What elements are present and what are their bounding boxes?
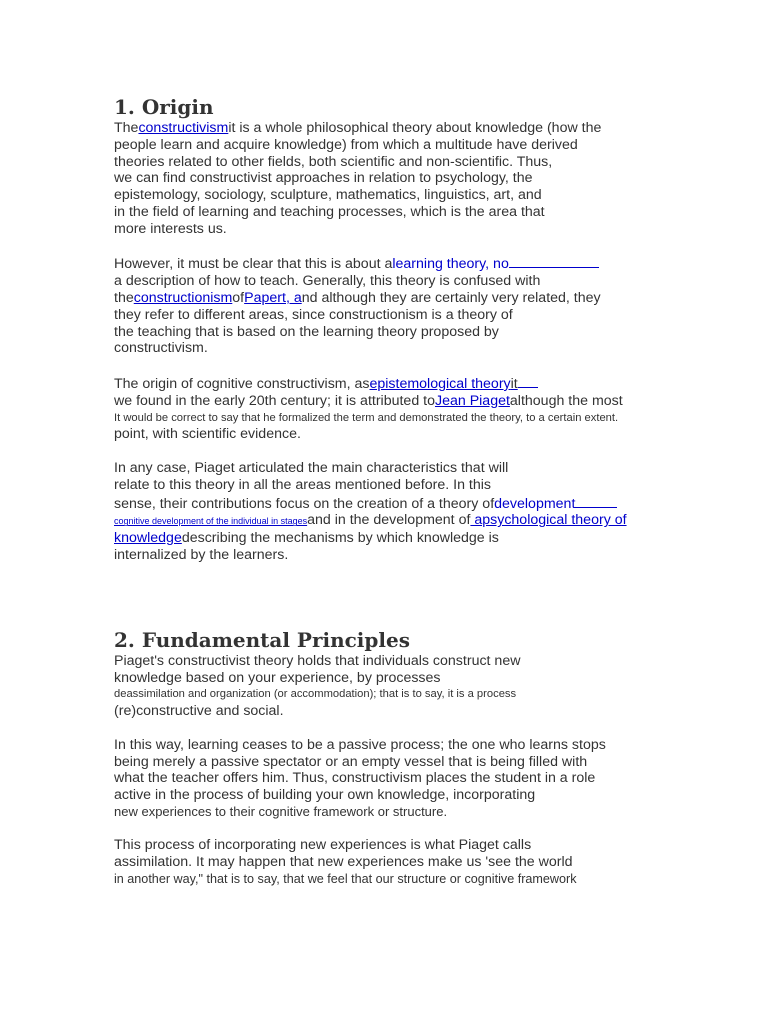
text-line: in another way," that is to say, that we feel that our structure or cognitive framework [114, 872, 577, 887]
text-line: deassimilation and organization (or accommodation); that is to say, it is a process [114, 688, 517, 701]
paragraph-origin-4 [114, 460, 684, 564]
text-line [114, 120, 684, 137]
link-underline [518, 374, 538, 388]
link-psychological-theory[interactable]: apsychological theory of [470, 512, 627, 529]
text-line: new experiences to their cognitive framework or structure. [114, 803, 448, 819]
text-line [114, 254, 684, 273]
text-line: a description of how to teach. Generally, this theory is confused with [114, 273, 541, 290]
text-line: It would be correct to say that he formalized the term and demonstrated the theory, to a certain extent. [114, 411, 619, 424]
text-line: assimilation. It may happen that new experiences make us 'see the world [114, 854, 573, 871]
text-line: relate to this theory in all the areas mentioned before. In this [114, 476, 491, 493]
link-constructionism[interactable]: constructionism [133, 289, 233, 306]
link-underline [575, 494, 617, 508]
link-development[interactable]: development [494, 495, 576, 512]
text-span: and in the development of [307, 512, 471, 529]
text-line: being merely a passive spectator or an empty vessel that is being filled with [114, 753, 588, 770]
text-line: they refer to different areas, since constructionism is a theory of [114, 306, 513, 323]
text-span: of [232, 289, 245, 306]
text-line: This process of incorporating new experiences is what Piaget calls [114, 837, 532, 854]
paragraph-origin-3 [114, 374, 684, 443]
text-line: what the teacher offers him. Thus, constructivism places the student in a role [114, 770, 596, 787]
text-span: the [114, 289, 134, 306]
text-span: it [510, 375, 518, 392]
text-line: in the field of learning and teaching processes, which is the area that [114, 203, 545, 220]
section-heading-origin: 1. Origin [114, 95, 214, 119]
text-line [114, 374, 684, 393]
text-span: However, it must be clear that this is about a [114, 256, 393, 273]
text-line: constructivism. [114, 340, 208, 357]
link-epistemological-theory[interactable]: epistemological theory [369, 375, 511, 392]
text-line [114, 530, 684, 547]
text-span: nd although they are certainly very related, they [301, 289, 601, 306]
text-line: (re)constructive and social. [114, 703, 284, 720]
text-span: sense, their contributions focus on the creation of a theory of [114, 495, 495, 512]
text-line: Piaget's constructivist theory holds that individuals construct new [114, 652, 521, 669]
text-span: The [114, 120, 139, 136]
text-span: it is a whole philosophical theory about knowledge (how the [228, 120, 602, 136]
text-line: point, with scientific evidence. [114, 426, 301, 443]
paragraph-principles-2 [114, 737, 684, 821]
text-line: active in the process of building your own knowledge, incorporating [114, 787, 536, 804]
text-span: we found in the early 20th century; it is attributed to [114, 392, 435, 409]
text-line [114, 290, 684, 307]
text-line: knowledge based on your experience, by processes [114, 669, 441, 686]
link-underline [509, 254, 599, 268]
section-heading-fundamental-principles: 2. Fundamental Principles [114, 627, 410, 652]
text-line: internalized by the learners. [114, 546, 289, 563]
text-span: although the most [509, 392, 623, 409]
link-jean-piaget[interactable]: Jean Piaget [434, 392, 510, 409]
link-constructivism[interactable]: constructivism [138, 120, 229, 136]
text-line [114, 393, 684, 410]
text-line [114, 494, 684, 513]
paragraph-principles-3 [114, 837, 684, 887]
link-papert[interactable]: Papert, a [244, 289, 302, 306]
paragraph-origin-2 [114, 254, 684, 357]
text-line: epistemology, sociology, sculpture, mathematics, linguistics, art, and [114, 187, 542, 204]
text-line: we can find constructivist approaches in relation to psychology, the [114, 170, 533, 187]
link-knowledge[interactable]: knowledge [114, 530, 182, 547]
paragraph-origin-1 [114, 120, 684, 238]
link-cognitive-development[interactable]: cognitive development of the individual in stages [114, 516, 308, 527]
text-line: more interests us. [114, 220, 227, 237]
text-line: theories related to other fields, both scientific and non-scientific. Thus, [114, 153, 553, 170]
document-page [114, 94, 684, 888]
text-line: In any case, Piaget articulated the main characteristics that will [114, 459, 509, 476]
text-line: people learn and acquire knowledge) from which a multitude have derived [114, 136, 578, 153]
text-span: The origin of cognitive constructivism, as [114, 375, 370, 392]
text-line [114, 512, 684, 530]
text-line: In this way, learning ceases to be a passive process; the one who learns stops [114, 736, 606, 753]
text-line: the teaching that is based on the learning theory proposed by [114, 323, 499, 340]
paragraph-principles-1 [114, 653, 684, 720]
section-fundamental-principles [114, 627, 684, 888]
link-learning-theory[interactable]: learning theory, no [392, 256, 509, 273]
text-span: describing the mechanisms by which knowledge is [181, 530, 499, 547]
